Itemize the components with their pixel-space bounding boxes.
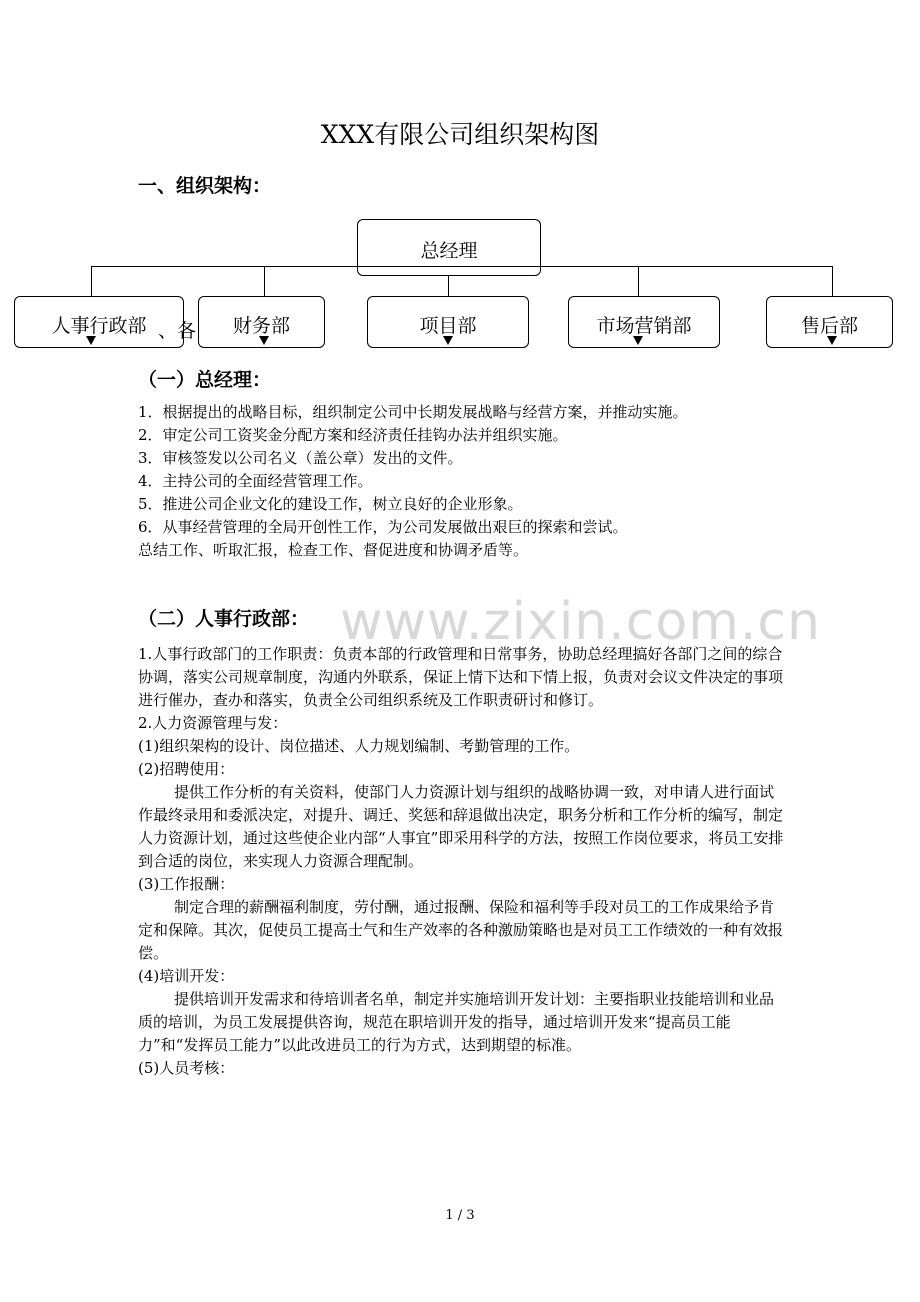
org-box-label: 总经理	[420, 240, 478, 262]
gm-duties-list	[138, 401, 788, 562]
paragraph: (2)招聘使用：	[138, 760, 235, 778]
list-item: 3．审核签发以公司名义（盖公章）发出的文件。	[138, 449, 463, 467]
paragraph: (4)培训开发：	[138, 967, 235, 985]
page-number: 1 / 3	[445, 1208, 475, 1223]
list-item: 5．推进公司企业文化的建设工作，树立良好的企业形象。	[138, 495, 523, 513]
list-item: 6．从事经营管理的全局开创性工作，为公司发展做出艰巨的探索和尝试。	[138, 518, 628, 536]
arrow-down-icon	[827, 336, 837, 345]
org-box-label: 售后部	[800, 314, 858, 337]
paragraph: (3)工作报酬：	[138, 875, 235, 893]
arrow-down-icon	[86, 336, 96, 345]
list-item: 2．审定公司工资奖金分配方案和经济责任挂钩办法并组织实施。	[138, 426, 568, 444]
org-overlap-text: 、各	[158, 320, 197, 342]
document-title: XXX有限公司组织架构图	[320, 120, 600, 149]
list-item: 1．根据提出的战略目标，组织制定公司中长期发展战略与经营方案，并推动实施。	[138, 403, 688, 421]
hr-duties	[138, 643, 788, 1080]
paragraph: 提供培训开发需求和待培训者名单，制定并实施培训开发计划：主要指职业技能培训和业品质的培训，为员工发展提供咨询，规范在职培训开发的指导，通过培训开发来“提高员工能力”和“发挥员工能力”以此改进员工的行为方式，达到期望的标准。	[138, 990, 775, 1054]
paragraph: (1)组织架构的设计、岗位描述、人力规划编制、考勤管理的工作。	[138, 737, 580, 755]
org-box-label: 项目部	[419, 314, 477, 337]
org-box-general-manager	[357, 219, 541, 276]
arrow-down-icon	[443, 336, 453, 345]
gm-summary: 总结工作、听取汇报，检查工作、督促进度和协调矛盾等。	[138, 541, 529, 559]
paragraph: 2.人力资源管理与发：	[138, 714, 288, 732]
org-box-label: 财务部	[232, 314, 290, 337]
section-heading-hr: （二）人事行政部：	[138, 608, 310, 630]
section-heading-org: 一、组织架构：	[138, 175, 272, 197]
org-box-label: 市场营销部	[596, 314, 692, 337]
paragraph: 1.人事行政部门的工作职责：负责本部的行政管理和日常事务，协助总经理搞好各部门之间的综合协调，落实公司规章制度，沟通内外联系，保证上情下达和下情上报，负责对会议文件决定的事项进行催办，查办和落实，负责全公司组织系统及工作职责研讨和修订。	[138, 645, 784, 709]
org-box-label: 人事行政部	[51, 314, 147, 337]
watermark: www.zixin.com.cn	[340, 592, 821, 652]
arrow-down-icon	[259, 336, 269, 345]
org-box-marketing	[568, 296, 720, 348]
section-heading-gm: （一）总经理：	[138, 369, 272, 391]
arrow-down-icon	[633, 336, 643, 345]
paragraph: 提供工作分析的有关资料，使部门人力资源计划与组织的战略协调一致，对申请人进行面试作最终录用和委派决定，对提升、调迁、奖惩和辞退做出决定，职务分析和工作分析的编写，制定人力资源计划，通过这些使企业内部“人事宜”即采用科学的方法，按照工作岗位要求，将员工安排到合适的岗位，来实现人力资源合理配制。	[138, 783, 784, 870]
paragraph: (5)人员考核：	[138, 1059, 235, 1077]
org-chart	[0, 0, 920, 360]
list-item: 4．主持公司的全面经营管理工作。	[138, 472, 373, 490]
paragraph: 制定合理的薪酬福利制度，劳付酬，通过报酬、保险和福利等手段对员工的工作成果给予肯定和保障。其次，促使员工提高士气和生产效率的各种激励策略也是对员工工作绩效的一种有效报偿。	[138, 898, 784, 962]
org-connector-horizontal	[91, 266, 832, 267]
